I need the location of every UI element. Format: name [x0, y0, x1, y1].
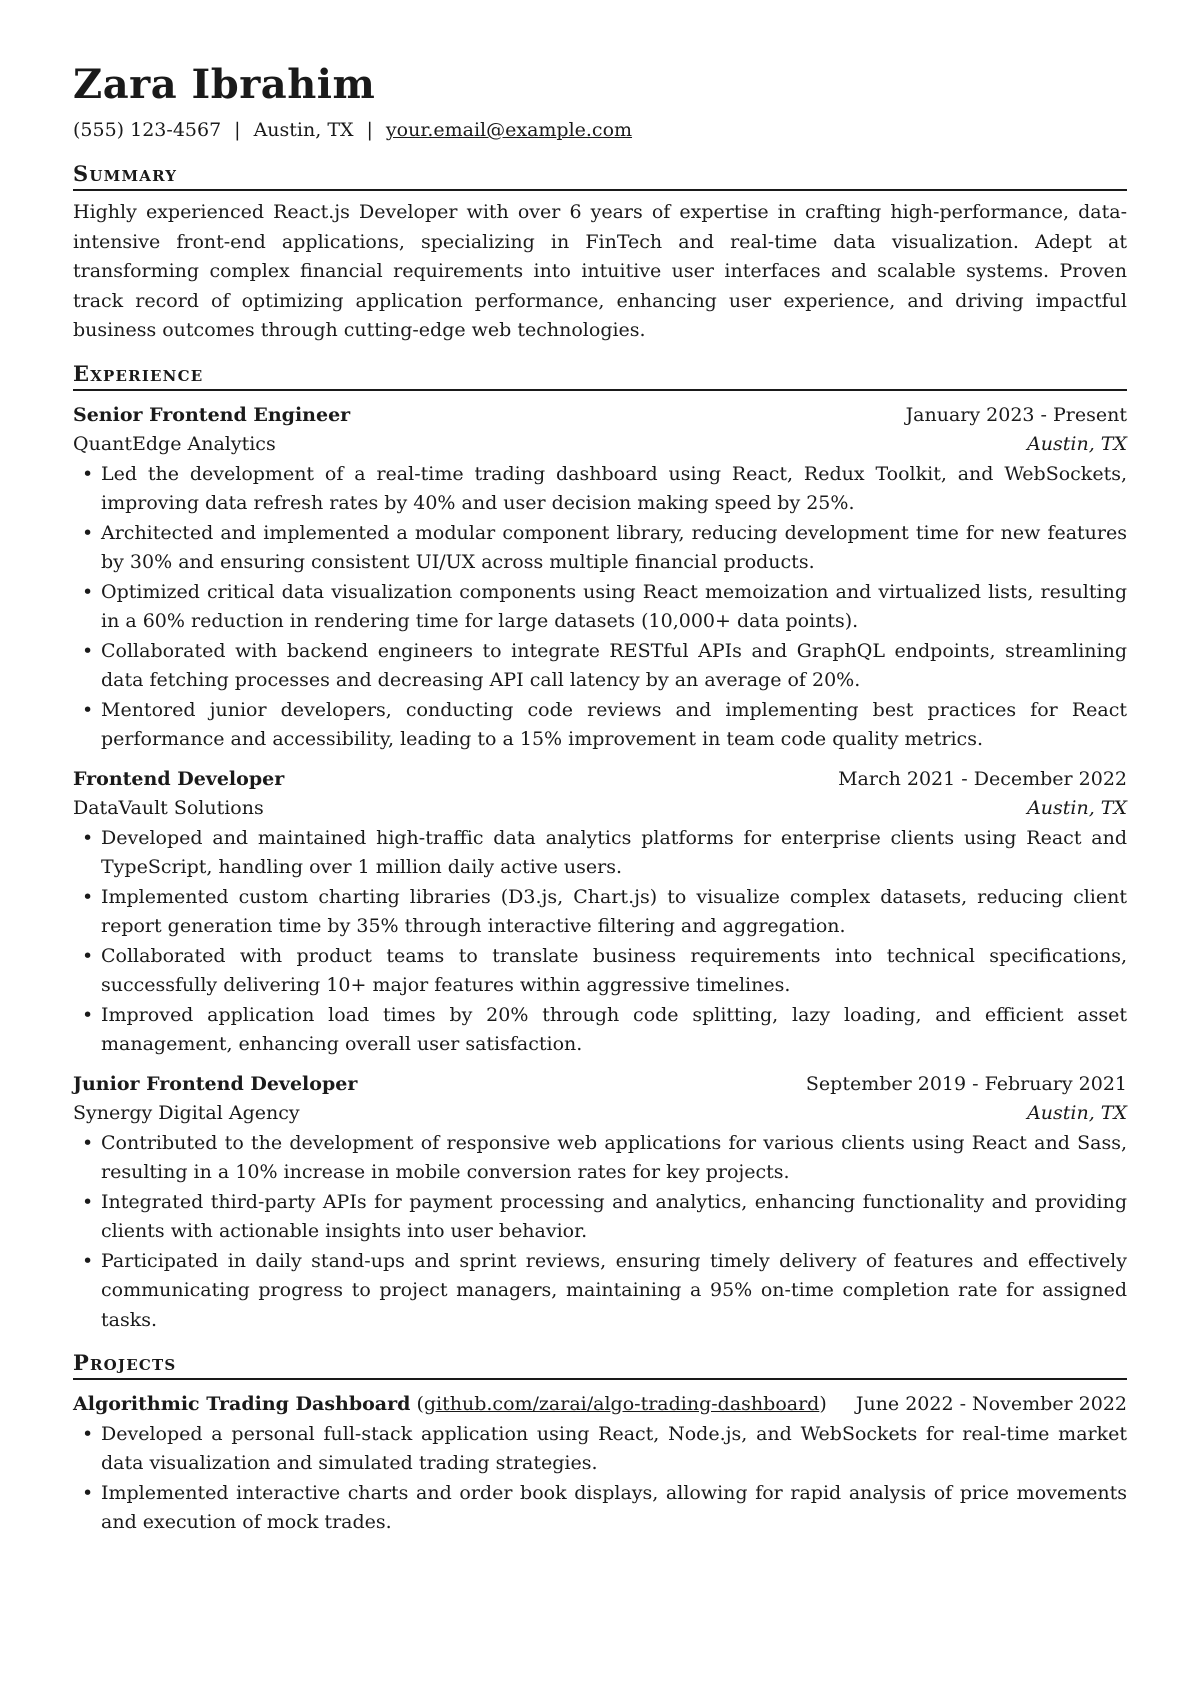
bullet-icon: •: [82, 1190, 94, 1213]
bullet-icon: •: [82, 639, 94, 662]
paren-open: (: [416, 1393, 424, 1415]
project-entry-0: [73, 1390, 1127, 1538]
job-entry-0: [73, 401, 1127, 755]
bullet-icon: •: [82, 580, 94, 603]
bullet-text: Implemented custom charting libraries (D3.js, Chart.js) to visualize complex datasets, reducing client report generation time by 35% through interactive filtering and aggregation.: [101, 885, 1127, 937]
job-bullets: [73, 1129, 1127, 1336]
bullet-text: Optimized critical data visualization components using React memoization and virtualized lists, resulting in a 60% reduction in rendering time for large datasets (10,000+ data points).: [101, 580, 1127, 632]
bullet-icon: •: [82, 1131, 94, 1154]
bullet-item: [73, 519, 1127, 578]
bullet-item: [73, 1001, 1127, 1060]
job-location: Austin, TX: [1027, 433, 1127, 455]
bullet-icon: •: [82, 462, 94, 485]
bullet-item: [73, 1479, 1127, 1538]
bullet-icon: •: [82, 698, 94, 721]
bullet-icon: •: [82, 1003, 94, 1026]
summary-heading: Summary: [73, 159, 1127, 191]
bullet-text: Integrated third-party APIs for payment processing and analytics, enhancing functionality and providing clients with actionable insights into user behavior.: [101, 1190, 1127, 1242]
job-bullets: [73, 460, 1127, 755]
bullet-text: Contributed to the development of responsive web applications for various clients using React and Sass, resulting in a 10% increase in mobile conversion rates for key projects.: [101, 1131, 1127, 1183]
contact-line: [73, 116, 1127, 146]
company-name: QuantEdge Analytics: [73, 433, 276, 455]
job-dates: March 2021 - December 2022: [838, 767, 1127, 790]
bullet-item: [73, 1420, 1127, 1479]
bullet-item: [73, 1129, 1127, 1188]
company-name: DataVault Solutions: [73, 797, 264, 819]
bullet-item: [73, 883, 1127, 942]
project-bullets: [73, 1420, 1127, 1538]
bullet-text: Collaborated with product teams to translate business requirements into technical specifications, successfully delivering 10+ major features within aggressive timelines.: [101, 944, 1127, 996]
projects-heading: Projects: [73, 1348, 1127, 1380]
project-dates: June 2022 - November 2022: [855, 1393, 1127, 1415]
contact-separator: |: [366, 119, 373, 141]
email-link[interactable]: your.email@example.com: [385, 119, 633, 141]
project-title: Algorithmic Trading Dashboard: [73, 1393, 411, 1415]
bullet-icon: •: [82, 826, 94, 849]
bullet-text: Collaborated with backend engineers to integrate RESTful APIs and GraphQL endpoints, streamlining data fetching processes and decreasing API call latency by an average of 20%.: [101, 639, 1127, 691]
bullet-item: [73, 637, 1127, 696]
bullet-item: [73, 942, 1127, 1001]
bullet-text: Developed a personal full-stack application using React, Node.js, and WebSockets for real-time market data visualization and simulated trading strategies.: [101, 1422, 1127, 1474]
bullet-icon: •: [82, 1481, 94, 1504]
bullet-item: [73, 460, 1127, 519]
bullet-text: Developed and maintained high-traffic data analytics platforms for enterprise clients using React and TypeScript, handling over 1 million daily active users.: [101, 826, 1127, 878]
bullet-icon: •: [82, 885, 94, 908]
bullet-item: [73, 1247, 1127, 1336]
paren-close: ): [819, 1393, 827, 1415]
bullet-text: Improved application load times by 20% through code splitting, lazy loading, and efficient asset management, enhancing overall user satisfaction.: [101, 1003, 1127, 1055]
job-location: Austin, TX: [1027, 797, 1127, 819]
bullet-item: [73, 696, 1127, 755]
bullet-item: [73, 824, 1127, 883]
job-bullets: [73, 824, 1127, 1060]
job-title: Junior Frontend Developer: [73, 1072, 358, 1095]
bullet-icon: •: [82, 1422, 94, 1445]
project-link[interactable]: github.com/zarai/algo-trading-dashboard: [423, 1393, 820, 1415]
bullet-item: [73, 578, 1127, 637]
summary-text: Highly experienced React.js Developer with over 6 years of expertise in crafting high-performance, data-intensive front-end applications, specializing in FinTech and real-time data visualization. Adept at transforming complex financial requirements into intuitive user interfaces and scalable systems. Proven track record of optimizing application performance, enhancing user experience, and driving impactful business outcomes through cutting-edge web technologies.: [73, 201, 1127, 341]
contact-separator: |: [234, 119, 241, 141]
candidate-name: Zara Ibrahim: [73, 61, 376, 108]
job-dates: September 2019 - February 2021: [805, 1072, 1127, 1095]
bullet-icon: •: [82, 944, 94, 967]
job-location: Austin, TX: [1027, 1102, 1127, 1124]
bullet-text: Implemented interactive charts and order book displays, allowing for rapid analysis of price movements and execution of mock trades.: [101, 1481, 1127, 1533]
experience-heading: Experience: [73, 359, 1127, 391]
job-entry-2: [73, 1070, 1127, 1336]
bullet-icon: •: [82, 521, 94, 544]
bullet-text: Architected and implemented a modular component library, reducing development time for new features by 30% and ensuring consistent UI/UX across multiple financial products.: [101, 521, 1127, 573]
phone-number: (555) 123-4567: [73, 119, 222, 141]
company-name: Synergy Digital Agency: [73, 1102, 300, 1124]
job-entry-1: [73, 765, 1127, 1060]
job-title: Frontend Developer: [73, 767, 285, 790]
bullet-item: [73, 1188, 1127, 1247]
bullet-text: Led the development of a real-time trading dashboard using React, Redux Toolkit, and WebSockets, improving data refresh rates by 40% and user decision making speed by 25%.: [101, 462, 1127, 514]
location-text: Austin, TX: [253, 119, 354, 141]
job-title: Senior Frontend Engineer: [73, 403, 351, 426]
bullet-text: Mentored junior developers, conducting code reviews and implementing best practices for React performance and accessibility, leading to a 15% improvement in team code quality metrics.: [101, 698, 1127, 750]
job-dates: January 2023 - Present: [905, 403, 1127, 426]
bullet-text: Participated in daily stand-ups and sprint reviews, ensuring timely delivery of features and effectively communicating progress to project managers, maintaining a 95% on-time completion rate for assigned tasks.: [101, 1249, 1127, 1331]
bullet-icon: •: [82, 1249, 94, 1272]
resume-page: [73, 60, 1127, 1538]
